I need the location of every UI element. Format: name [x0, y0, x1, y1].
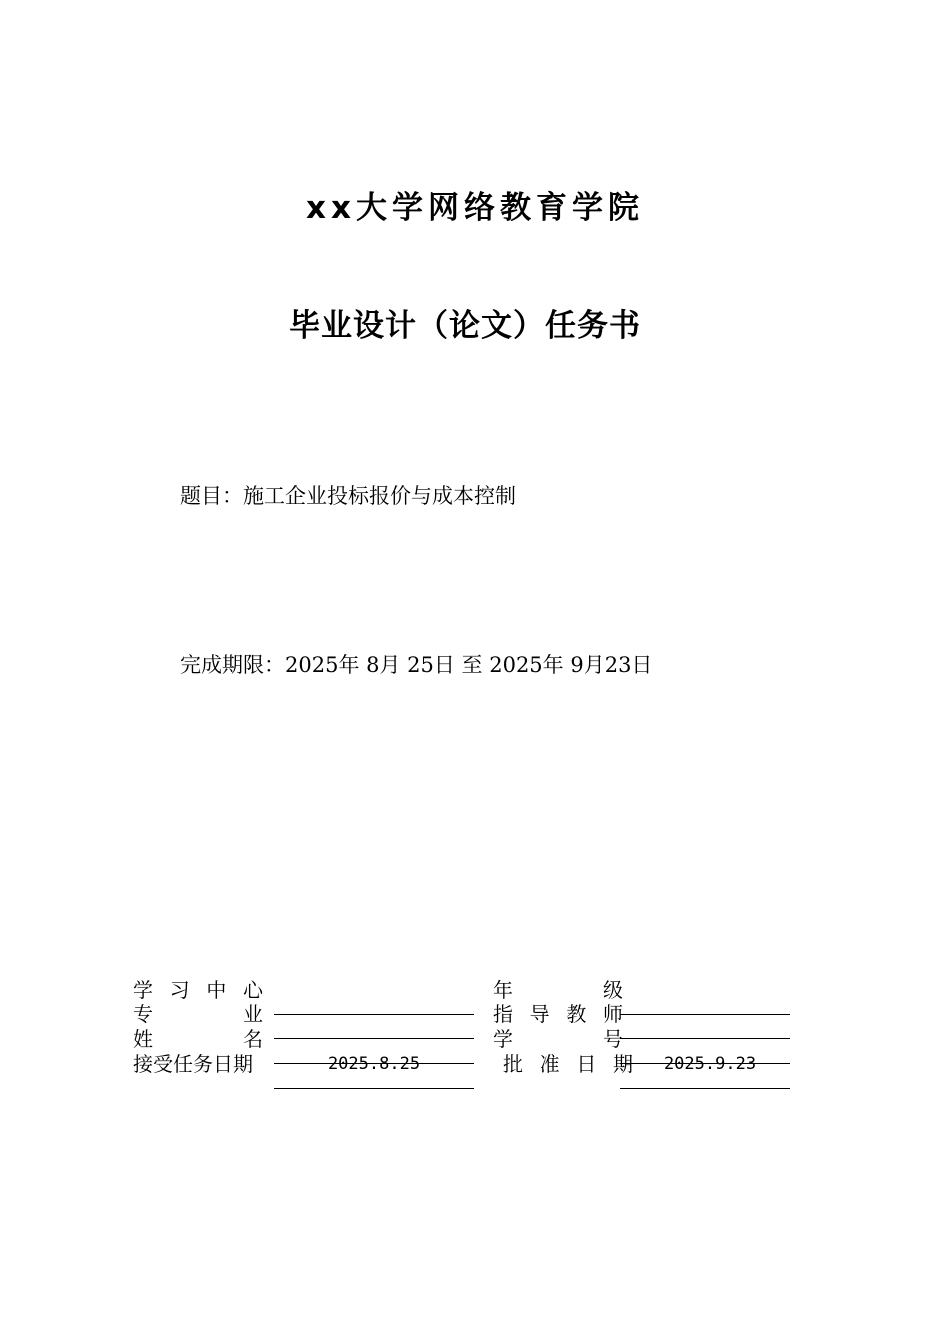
approve-date-value: 2025.9.23	[663, 1054, 757, 1074]
approve-date-label	[503, 1052, 633, 1076]
completion-period: 完成期限：2025年 8月 25日 至 2025年 9月23日	[180, 653, 653, 677]
student-id-label-text-char: 号	[603, 1027, 623, 1051]
approve-date-field-line	[620, 1088, 790, 1089]
study-center-label-text-char: 学	[133, 978, 153, 1002]
accept-date-label	[133, 1052, 273, 1076]
approve-date-strike-line	[620, 1063, 790, 1064]
study-center-label-text-char: 中	[206, 978, 227, 1002]
name-field-line	[274, 1038, 474, 1039]
grade-label	[493, 978, 623, 1002]
document-title: 毕业设计（论文）任务书	[289, 308, 641, 344]
student-id-label	[493, 1027, 623, 1051]
advisor-label	[493, 1002, 623, 1026]
advisor-label-text-char: 教	[566, 1002, 587, 1026]
study-center-label-text-char: 习	[169, 978, 190, 1002]
study-center-label-text-char: 心	[242, 978, 263, 1002]
major-label-text-char: 专	[133, 1002, 153, 1026]
advisor-field-line	[620, 1014, 790, 1015]
advisor-label-text-char: 导	[529, 1002, 550, 1026]
advisor-label-text-char: 师	[602, 1002, 623, 1026]
approve-date-label-text-char: 准	[539, 1052, 560, 1076]
accept-date-label-text: 接受任务日期	[133, 1052, 253, 1076]
major-label	[133, 1002, 263, 1026]
thesis-topic: 题目：施工企业投标报价与成本控制	[180, 484, 516, 508]
approve-date-label-text-char: 日	[576, 1052, 597, 1076]
student-id-label-text-char: 学	[493, 1027, 513, 1051]
grade-label-text-char: 年	[493, 978, 513, 1002]
student-id-field-line	[620, 1038, 790, 1039]
study-center-label	[133, 978, 263, 1002]
accept-date-field-line	[274, 1088, 474, 1089]
approve-date-label-text-char: 期	[612, 1052, 633, 1076]
grade-label-text-char: 级	[603, 978, 623, 1002]
approve-date-label-text-char: 批	[503, 1052, 523, 1076]
school-title: xx大学网络教育学院	[306, 190, 644, 226]
accept-date-value: 2025.8.25	[327, 1054, 421, 1074]
name-label-text-char: 名	[243, 1027, 263, 1051]
name-label	[133, 1027, 263, 1051]
accept-date-strike-line	[274, 1063, 474, 1064]
advisor-label-text-char: 指	[493, 1002, 513, 1026]
major-label-text-char: 业	[243, 1002, 263, 1026]
major-field-line	[274, 1014, 474, 1015]
name-label-text-char: 姓	[133, 1027, 153, 1051]
